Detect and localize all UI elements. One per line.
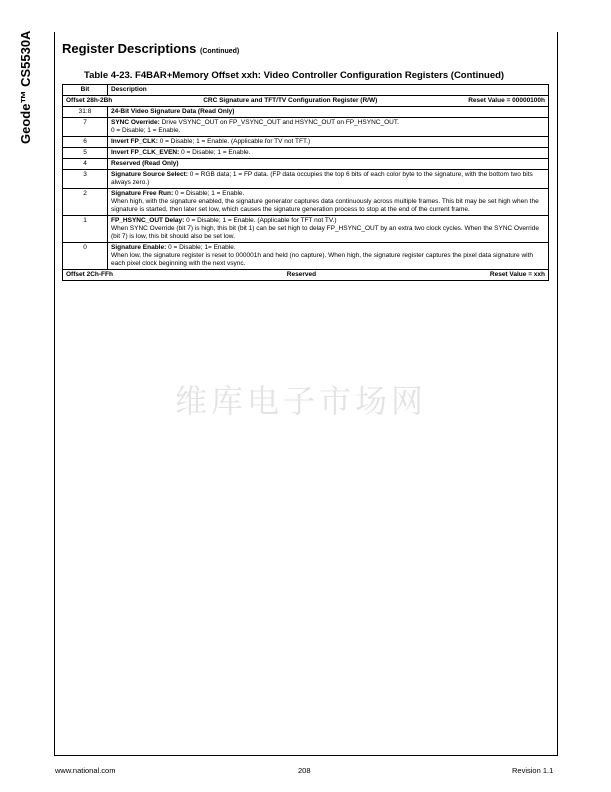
side-title xyxy=(14,30,40,146)
field-detail: When high, with the signature enabled, the signature generator captures data continuously across multiple frames. This bit may be set high when the signature is started, then later set low, which causes the signature generation process to stop at the end of the current frame. xyxy=(111,198,539,213)
field-title: Signature Source Select: xyxy=(111,171,188,178)
bit-cell: 3 xyxy=(63,170,108,189)
table-row xyxy=(63,216,549,243)
field-title: 24-Bit Video Signature Data (Read Only) xyxy=(111,108,235,115)
offset-row-bottom xyxy=(63,270,549,281)
field-text: 0 = Disable; 1 = Enable. xyxy=(173,190,245,197)
register-table xyxy=(62,84,549,281)
field-title: Signature Free Run: xyxy=(111,190,174,197)
bit-cell: 2 xyxy=(63,189,108,216)
description-cell xyxy=(108,159,549,170)
field-text: 0 = RGB data; 1 = FP data. (FP data occupies the top 6 bits of each color byte to the signature, with the bottom two bits always zero.) xyxy=(111,171,533,186)
table-row xyxy=(63,170,549,189)
field-title: SYNC Override: xyxy=(111,119,160,126)
table-row xyxy=(63,118,549,137)
table-header-row xyxy=(63,85,549,96)
description-cell xyxy=(108,137,549,148)
table-row xyxy=(63,189,549,216)
watermark: 维库电子市场网 xyxy=(175,382,428,420)
offset-top-name: CRC Signature and TFT/TV Configuration Register (R/W) xyxy=(203,97,378,104)
offset-bottom-name: Reserved xyxy=(286,271,317,278)
field-title: Reserved (Read Only) xyxy=(111,160,179,167)
offset-top-address: Offset 28h-2Bh xyxy=(66,97,113,104)
offset-top-reset: Reset Value = 00000100h xyxy=(468,97,545,104)
offset-bottom-reset: Reset Value = xxh xyxy=(489,271,545,278)
bit-cell: 1 xyxy=(63,216,108,243)
footer-url: www.national.com xyxy=(55,766,116,775)
bit-cell: 7 xyxy=(63,118,108,137)
field-text: 0 = Disable; 1= Enable. xyxy=(166,244,236,251)
table-row xyxy=(63,159,549,170)
table-caption: Table 4-23. F4BAR+Memory Offset xxh: Video Controller Configuration Registers (Continued) xyxy=(84,70,505,81)
bit-cell: 6 xyxy=(63,137,108,148)
field-text: 0 = Disable; 1 = Enable. (Applicable for TV not TFT.) xyxy=(157,138,311,145)
description-cell xyxy=(108,216,549,243)
field-detail: When SYNC Override (bit 7) is high, this bit (bit 1) can be set high to delay FP_HSYNC_OUT by an extra two clock cycles. When the SYNC Override (bit 7) is low, this bit should also be set low. xyxy=(111,225,539,240)
footer-revision: Revision 1.1 xyxy=(512,766,554,775)
description-cell xyxy=(108,243,549,270)
bit-cell: 31:8 xyxy=(63,107,108,118)
side-title-text: Geode™ CS5530A xyxy=(18,30,33,144)
offset-bottom-address: Offset 2Ch-FFh xyxy=(66,271,113,278)
field-detail: When low, the signature register is reset to 000001h and held (no capture). When high, the signature register captures the pixel data signature with each pixel clock beginning with the next vsync. xyxy=(111,252,534,267)
table-row xyxy=(63,137,549,148)
section-title-text: Register Descriptions xyxy=(62,41,197,56)
field-title: FP_HSYNC_OUT Delay: xyxy=(111,217,185,224)
header-description: Description xyxy=(108,85,549,96)
offset-row-top xyxy=(63,96,549,107)
field-title: Signature Enable: xyxy=(111,244,167,251)
bit-cell: 4 xyxy=(63,159,108,170)
table-row xyxy=(63,107,549,118)
description-cell xyxy=(108,189,549,216)
description-cell xyxy=(108,107,549,118)
description-cell xyxy=(108,148,549,159)
section-title-suffix: (Continued) xyxy=(200,48,240,55)
field-title: Invert FP_CLK_EVEN: xyxy=(111,149,180,156)
description-cell xyxy=(108,170,549,189)
field-detail: 0 = Disable; 1 = Enable. xyxy=(111,127,181,134)
header-bit: Bit xyxy=(63,85,108,96)
description-cell xyxy=(108,118,549,137)
field-title: Invert FP_CLK: xyxy=(111,138,158,145)
field-text: 0 = Disable; 1 = Enable. (Applicable for TFT not TV.) xyxy=(184,217,337,224)
section-title xyxy=(62,41,239,56)
bit-cell: 5 xyxy=(63,148,108,159)
field-text: Drive VSYNC_OUT on FP_VSYNC_OUT and HSYNC_OUT on FP_HSYNC_OUT. xyxy=(159,119,399,126)
table-row xyxy=(63,148,549,159)
footer-page-number: 208 xyxy=(298,766,311,775)
field-text: 0 = Disable; 1 = Enable. xyxy=(179,149,251,156)
bit-cell: 0 xyxy=(63,243,108,270)
table-row xyxy=(63,243,549,270)
